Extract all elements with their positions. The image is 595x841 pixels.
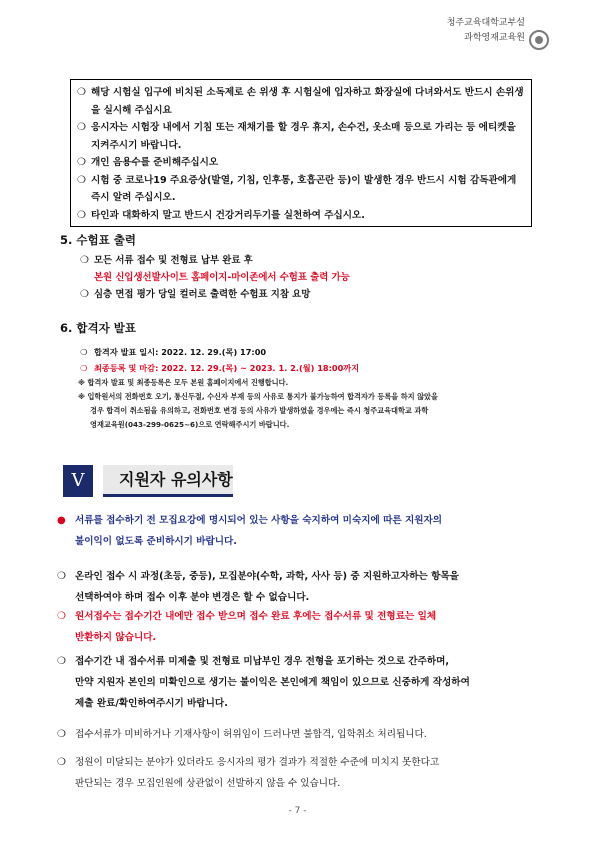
circle-bullet-icon: ❍ bbox=[77, 209, 86, 221]
caution-2-line1: 온라인 접수 시 과정(초등, 중등), 모집분야(수학, 과학, 사사 등) 중 지원하고자하는 항목을 bbox=[75, 571, 459, 582]
section5-item1-line1: 모든 서류 접수 및 전형료 납부 완료 후 bbox=[94, 255, 253, 266]
notice-item bbox=[77, 172, 525, 207]
caution-3-line2: 반환하지 않습니다. bbox=[75, 632, 157, 643]
circle-bullet-icon: ❍ bbox=[77, 174, 86, 186]
announce-date bbox=[80, 345, 266, 359]
notice-text: 응시자는 시험장 내에서 기침 또는 재채기를 할 경우 휴지, 손수건, 옷소매 등으로 가리는 등 에티켓을 지켜주시기 바랍니다. bbox=[91, 122, 516, 151]
notice-item bbox=[77, 154, 525, 172]
notice-item bbox=[77, 119, 525, 154]
notice-text: 시험 중 코로나19 주요증상(발열, 기침, 인후통, 호흡곤란 등)이 발생한 경우 반드시 시험 감독관에게 즉시 알려 주십시오. bbox=[91, 174, 517, 203]
note-2-line2: 경우 합격이 취소됨을 유의하고, 전화번호 변경 등의 사유가 발생하였을 경우에는 즉시 청주교육대학교 과학 bbox=[90, 406, 429, 415]
section5-item1 bbox=[80, 252, 350, 286]
circle-bullet-icon: ❍ bbox=[57, 757, 66, 768]
caution-item-4 bbox=[57, 651, 470, 714]
filled-bullet-icon: ● bbox=[57, 515, 66, 526]
header-line2: 과학영재교육원 bbox=[464, 33, 525, 43]
note-2-line3: 영재교육원(043-299-0625~6)으로 연락해주시기 바랍니다. bbox=[90, 420, 290, 429]
final-registration-text: 최종등록 및 마감: 2022. 12. 29.(목) ~ 2023. 1. 2.(월) 18:00까지 bbox=[94, 363, 360, 373]
circle-bullet-icon: ❍ bbox=[57, 729, 66, 740]
circle-bullet-icon: ❍ bbox=[77, 87, 86, 98]
caution-item-3 bbox=[57, 606, 436, 648]
section5-item1-line2: 본원 신입생선발사이트 홈페이지-마이존에서 수험표 출력 가능 bbox=[94, 272, 350, 283]
caution-6-line1: 정원이 미달되는 분야가 있더라도 응시자의 평가 결과가 적절한 수준에 미치지 못한다고 bbox=[75, 757, 440, 768]
chapter-number: V bbox=[63, 465, 93, 497]
circle-bullet-icon: ❍ bbox=[80, 347, 88, 357]
page-number: - 7 - bbox=[288, 806, 307, 816]
section6-notes bbox=[78, 376, 538, 432]
caution-3-line1: 원서접수는 접수기간 내에만 접수 받으며 접수 완료 후에는 접수서류 및 전형료는 일체 bbox=[75, 611, 437, 622]
header-line1: 청주교육대학교부설 bbox=[446, 18, 525, 28]
caution-6-line2: 판단되는 경우 모집인원에 상관없이 선발하지 않을 수 있습니다. bbox=[75, 778, 341, 789]
notice-text: 해당 시험실 입구에 비치된 소독제로 손 위생 후 시험실에 입자하고 화장실에 다녀와서도 반드시 손위생을 실시해 주십시요 bbox=[91, 87, 524, 116]
circle-bullet-icon: ❍ bbox=[57, 611, 66, 622]
final-registration bbox=[80, 361, 359, 375]
covid-notice-box bbox=[70, 79, 532, 227]
caution-item-6 bbox=[57, 752, 439, 794]
caution-1-line2: 불이익이 없도록 준비하시기 바랍니다. bbox=[75, 536, 237, 547]
circle-bullet-icon: ❍ bbox=[77, 122, 86, 133]
circle-bullet-icon: ❍ bbox=[57, 656, 66, 667]
note-2-line1: ※ 입학원서의 전화번호 오기, 통신두절, 수신자 부재 등의 사유로 통지가 불가능하여 합격자가 등록을 하지 않았을 bbox=[78, 392, 438, 401]
caution-item-5 bbox=[57, 724, 427, 745]
caution-5-text: 접수서류가 미비하거나 기재사항이 허위임이 드러나면 불합격, 입학취소 처리됩니다. bbox=[75, 729, 427, 740]
caution-4-line1: 접수기간 내 접수서류 미제출 및 전형료 미납부인 경우 전형을 포기하는 것으로 간주하며, bbox=[75, 656, 450, 667]
section5-title: 5. 수험표 출력 bbox=[60, 233, 136, 247]
chapter-title: 지원자 유의사항 bbox=[103, 465, 233, 497]
notice-item bbox=[77, 84, 525, 119]
section5-item2-text: 심층 면접 평가 당일 컬러로 출력한 수험표 지참 요망 bbox=[94, 289, 311, 300]
institution-header bbox=[447, 16, 525, 46]
caution-item-1 bbox=[57, 510, 442, 552]
caution-4-line2: 만약 지원자 본인의 미확인으로 생기는 불이익은 본인에게 책임이 있으므로 신중하게 작성하여 bbox=[75, 677, 470, 688]
institution-logo-icon bbox=[529, 30, 549, 50]
announce-text: 합격자 발표 일시: 2022. 12. 29.(목) 17:00 bbox=[94, 347, 267, 357]
notice-text: 개인 음용수를 준비해주십시오 bbox=[91, 157, 219, 168]
circle-bullet-icon: ❍ bbox=[80, 363, 88, 373]
caution-4-line3: 제출 완료/확인하여주시기 바랍니다. bbox=[75, 698, 228, 709]
caution-2-line2: 선택하여야 하며 접수 이후 분야 변경은 할 수 없습니다. bbox=[75, 592, 310, 603]
notice-text: 타인과 대화하지 말고 반드시 건강거리두기를 실천하여 주십시오. bbox=[91, 209, 365, 221]
circle-bullet-icon: ❍ bbox=[77, 157, 86, 168]
circle-bullet-icon: ❍ bbox=[80, 289, 89, 300]
caution-item-2 bbox=[57, 566, 459, 608]
note-1: ※ 합격자 발표 및 최종등록은 모두 본원 홈페이지에서 진행합니다. bbox=[78, 378, 289, 387]
notice-item bbox=[77, 207, 525, 225]
circle-bullet-icon: ❍ bbox=[57, 571, 66, 582]
section5-item2 bbox=[80, 286, 310, 303]
circle-bullet-icon: ❍ bbox=[80, 255, 89, 266]
section6-title: 6. 합격자 발표 bbox=[60, 321, 136, 335]
caution-1-line1: 서류를 접수하기 전 모집요강에 명시되어 있는 사항을 숙지하여 미숙지에 따른 지원자의 bbox=[75, 515, 443, 526]
